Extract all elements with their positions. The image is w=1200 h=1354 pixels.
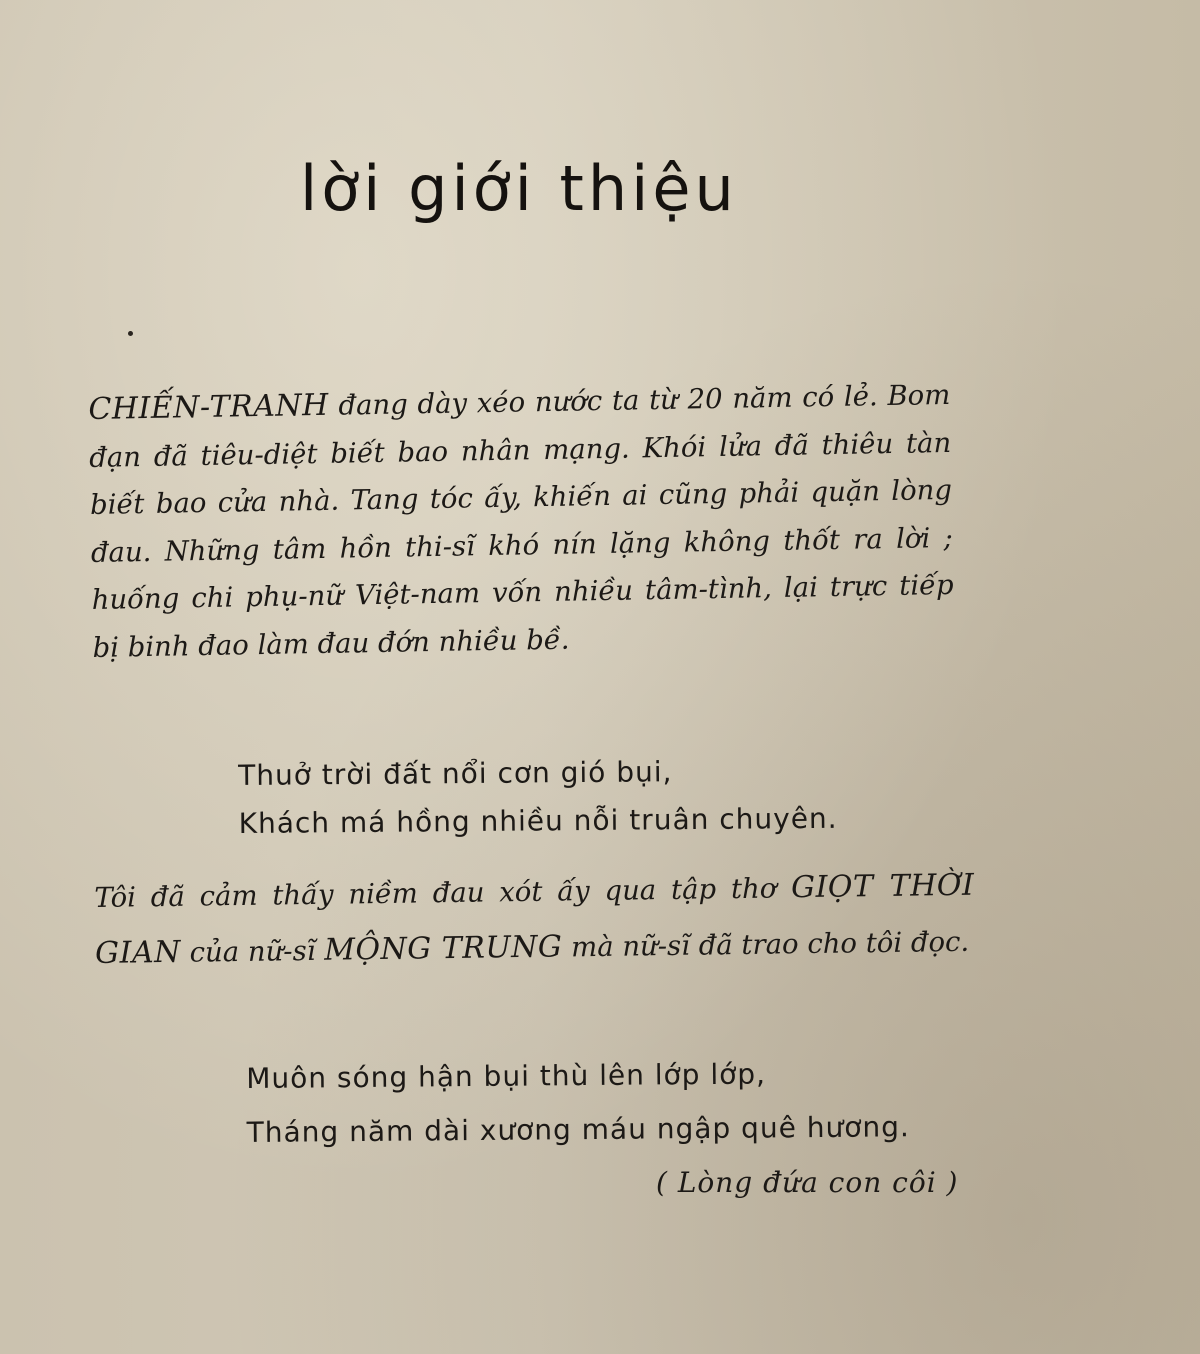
book-paragraph-text: của nữ-sĩ	[180, 934, 325, 969]
verse-source: ( Lòng đứa con côi )	[656, 1166, 959, 1199]
quoted-verse-1	[238, 747, 838, 848]
verse-line: Thuở trời đất nổi cơn gió bụi,	[238, 755, 673, 792]
verse-line: Tháng năm dài xương máu ngập quê hương.	[246, 1110, 910, 1149]
verse-line: Muôn sóng hận bụi thù lên lớp lớp,	[246, 1057, 767, 1095]
book-paragraph-text: Tôi đã cảm thấy niềm đau xót ấy qua tập thơ	[94, 872, 792, 914]
book-paragraph	[94, 858, 975, 982]
verse-line: Khách má hồng nhiều nỗi truân chuyên.	[238, 801, 838, 840]
book-title: GIỌT THỜI GIAN	[94, 867, 975, 971]
page-title: lời giới thiệu	[300, 152, 738, 225]
ink-speck	[128, 331, 133, 336]
quoted-verse-2	[246, 1046, 910, 1160]
intro-lead-word: CHIẾN-TRANH	[88, 387, 330, 427]
intro-paragraph-text: đang dày xéo nước ta từ 20 năm có lẻ. Bom đạn đã tiêu-diệt biết bao nhân mạng. Khói lửa đã thiêu tàn biết bao cửa nhà. Tang tóc ấy, khiến ai cũng phải quặn lòng đau. Những tâm hồn thi-sĩ khó nín lặng không thốt ra lời ; huống chi phụ-nữ Việt-nam vốn nhiều tâm-tình, lại trực tiếp bị binh đao làm đau đớn nhiều bề.	[88, 378, 954, 664]
author-name: MỘNG TRUNG	[323, 929, 563, 968]
book-paragraph-text: mà nữ-sĩ đã trao cho tôi đọc.	[562, 925, 970, 964]
intro-paragraph	[88, 371, 955, 672]
